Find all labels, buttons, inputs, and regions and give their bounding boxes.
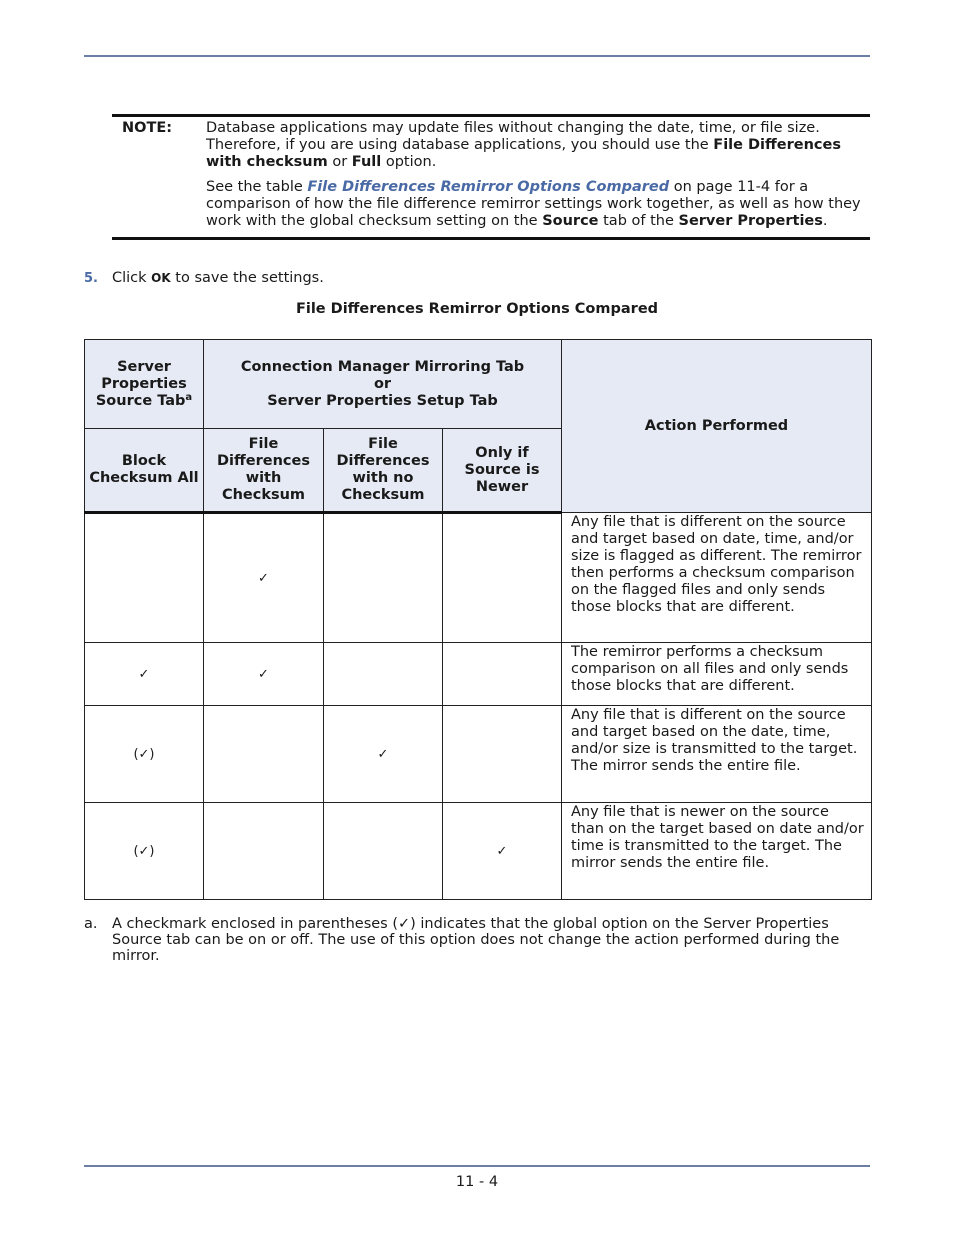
table-cell: [324, 513, 443, 643]
step-text: to save the settings.: [170, 270, 324, 286]
action-cell: Any file that is newer on the source than on the target based on date and/or time is transmitted to the target. The mirror sends the entire file.: [562, 803, 872, 900]
note-text: See the table: [206, 179, 308, 195]
table-cell: ✓: [85, 643, 204, 706]
table-cell: [324, 643, 443, 706]
note-bold-option: Full: [351, 154, 382, 170]
header-file-differences-with-checksum: File Differences with Checksum: [204, 429, 324, 513]
action-cell: Any file that is different on the source and target based on the date, time, and/or size is transmitted to the target. The mirror sends the entire file.: [562, 706, 872, 803]
table-cell: [204, 706, 324, 803]
step-text: Click: [112, 270, 152, 286]
table-cell: [85, 513, 204, 643]
footnote-text: A checkmark enclosed in parentheses (✓) indicates that the global option on the Server Properties Source tab can be on or off. The use of this option does not change the action performed during the mirror.: [112, 916, 840, 964]
note-text: tab of the: [598, 213, 679, 229]
table-caption: File Differences Remirror Options Compared: [295, 301, 659, 317]
header-text: Server Properties Setup Tab: [267, 392, 498, 409]
table-row: [85, 643, 872, 706]
header-rule: [84, 55, 870, 57]
header-text: or: [373, 375, 392, 392]
note-text: on page 11-4 for a comparison of how the file difference remirror settings work together, as well as how they work with the global checksum setting on the: [206, 179, 861, 229]
header-text: Connection Manager Mirroring Tab: [240, 358, 525, 375]
table-row: [85, 513, 872, 643]
table-row: [85, 803, 872, 900]
note-bold-term: Server Properties: [678, 213, 823, 229]
action-cell: Any file that is different on the source and target based on date, time, and/or size is flagged as different. The remirror then performs a checksum comparison on the flagged files and only sends those blocks that are different.: [562, 513, 872, 643]
table-cell: [204, 803, 324, 900]
table-cross-reference-link[interactable]: File Differences Remirror Options Compared: [307, 179, 670, 195]
note-bold-term: Source: [542, 213, 599, 229]
header-group-mirroring-tab: [204, 340, 562, 429]
note-box: [112, 114, 870, 240]
table-cell: (✓): [85, 706, 204, 803]
header-row-1: [85, 340, 872, 429]
comparison-table: [84, 339, 872, 900]
step-number: 5.: [84, 271, 98, 286]
footnote-mark: a.: [84, 916, 98, 932]
note-label: NOTE:: [122, 120, 173, 136]
page-number: 11 - 4: [455, 1174, 499, 1190]
header-only-if-source-newer: Only if Source is Newer: [443, 429, 562, 513]
header-text: Server Properties Source Tab: [95, 358, 187, 409]
note-text: Database applications may update files without changing the date, time, or file size. Therefore, if you are using database applications, you should use the: [206, 120, 820, 153]
table-cell: ✓: [443, 803, 562, 900]
step-5: [84, 270, 324, 287]
table-cell: ✓: [204, 643, 324, 706]
footer-rule: [84, 1165, 870, 1167]
action-cell: The remirror performs a checksum comparison on all files and only sends those blocks that are different.: [562, 643, 872, 706]
header-file-differences-no-checksum: File Differences with no Checksum: [324, 429, 443, 513]
table-cell: [443, 513, 562, 643]
note-bold-option: File Differences with checksum: [206, 137, 841, 170]
note-paragraph-2: [206, 179, 870, 230]
table-cell: [324, 803, 443, 900]
footnote-ref: a: [185, 391, 193, 403]
note-body: [206, 120, 870, 230]
note-text: or: [327, 154, 352, 170]
note-text: option.: [381, 154, 437, 170]
note-paragraph-1: [206, 120, 870, 171]
table-cell: ✓: [204, 513, 324, 643]
header-action-performed: Action Performed: [562, 340, 872, 513]
table-row: [85, 706, 872, 803]
table-cell: (✓): [85, 803, 204, 900]
header-server-properties-source-tab: [85, 340, 204, 429]
note-text: .: [822, 213, 828, 229]
table-cell: [443, 706, 562, 803]
table-cell: ✓: [324, 706, 443, 803]
ok-keyword: OK: [151, 271, 171, 285]
table-cell: [443, 643, 562, 706]
table-footnote: [84, 916, 870, 964]
header-block-checksum-all: Block Checksum All: [85, 429, 204, 513]
